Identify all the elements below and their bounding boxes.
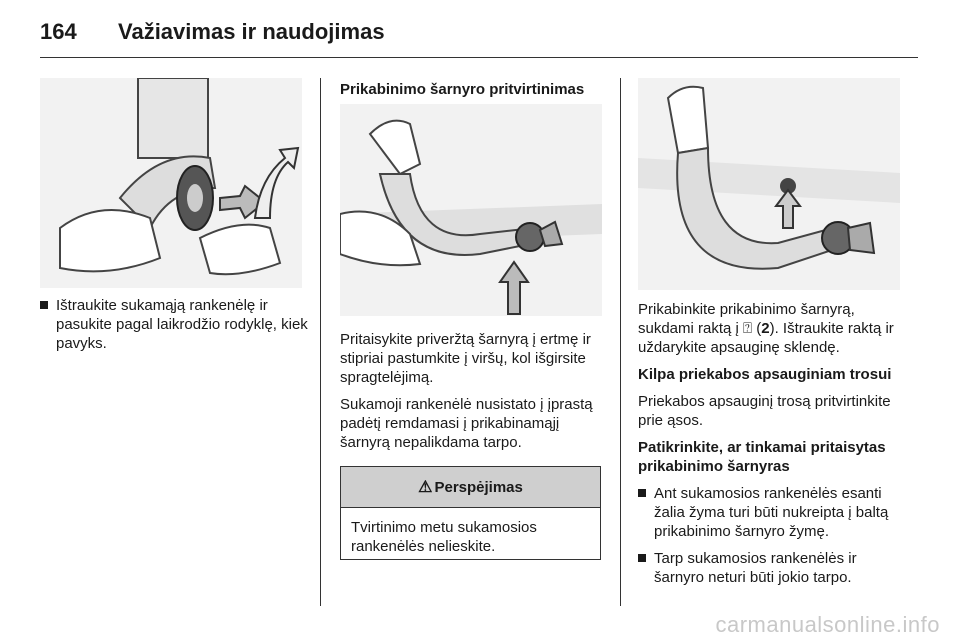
watermark: carmanualsonline.info [715,612,940,637]
bullet-text: Tarp sukamosios rankenėlės ir šarnyro neturi būti jokio tarpo. [654,550,857,586]
bullet-square-icon [40,301,48,309]
warning-triangle-icon: ⚠ [418,479,433,496]
header-rule [40,57,918,58]
column-divider-1 [320,78,321,606]
instruction-paragraph: Prikabinkite prikabinimo šarnyrą, sukdami raktą į ⍰ (2). Ištraukite raktą ir uždarykite apsauginę sklendę. [638,301,894,356]
page-title: Važiavimas ir naudojimas [118,19,385,44]
warning-text: Tvirtinimo metu sukamosios rankenėlės nelieskite. [351,519,537,555]
illustration-pull-knob [40,78,302,288]
illustration-insert-hitch [340,104,602,316]
list-item [638,549,906,587]
warning-header [341,467,600,508]
instruction-paragraph: Priekabos apsauginį trosą pritvirtinkite prie ąsos. [638,393,891,429]
bullet-square-icon [638,554,646,562]
page-header [40,12,385,52]
illustration-lock-key [638,78,900,290]
page-number: 164 [40,19,77,44]
list-item [638,484,906,541]
warning-box [340,466,601,560]
section-heading: Prikabinimo šarnyro pritvirtinimas [340,81,585,98]
bullet-text: Ištraukite sukamąją rankenėlę ir pasukite pagal laikrodžio rodyklę, kiek pavyks. [56,297,308,352]
instruction-paragraph: Pritaisykite priveržtą šarnyrą į ertmę ir stipriai pastumkite į viršų, kol išgirsite spragtelėjimą. [340,331,591,386]
column-divider-2 [620,78,621,606]
right-column-text [638,300,906,595]
section-heading: Kilpa priekabos apsauginiam trosui [638,366,892,383]
instruction-paragraph: Sukamoji rankenėlė nusistato į įprastą padėtį remdamasi į prikabinamąjį šarnyrą nepalikdama tarpo. [340,396,593,451]
left-column [40,296,310,361]
middle-column-text [340,330,605,460]
lock-symbol-icon: ⍰ [743,320,753,337]
list-item [40,296,310,353]
bullet-text: Ant sukamosios rankenėlės esanti žalia žyma turi būti nukreipta į baltą prikabinimo šarnyro žymę. [654,485,889,540]
key-position-number: 2 [761,320,770,337]
bullet-square-icon [638,489,646,497]
middle-heading-block [340,80,605,107]
warning-title: Perspėjimas [434,478,523,496]
section-heading: Patikrinkite, ar tinkamai pritaisytas prikabinimo šarnyras [638,439,886,475]
